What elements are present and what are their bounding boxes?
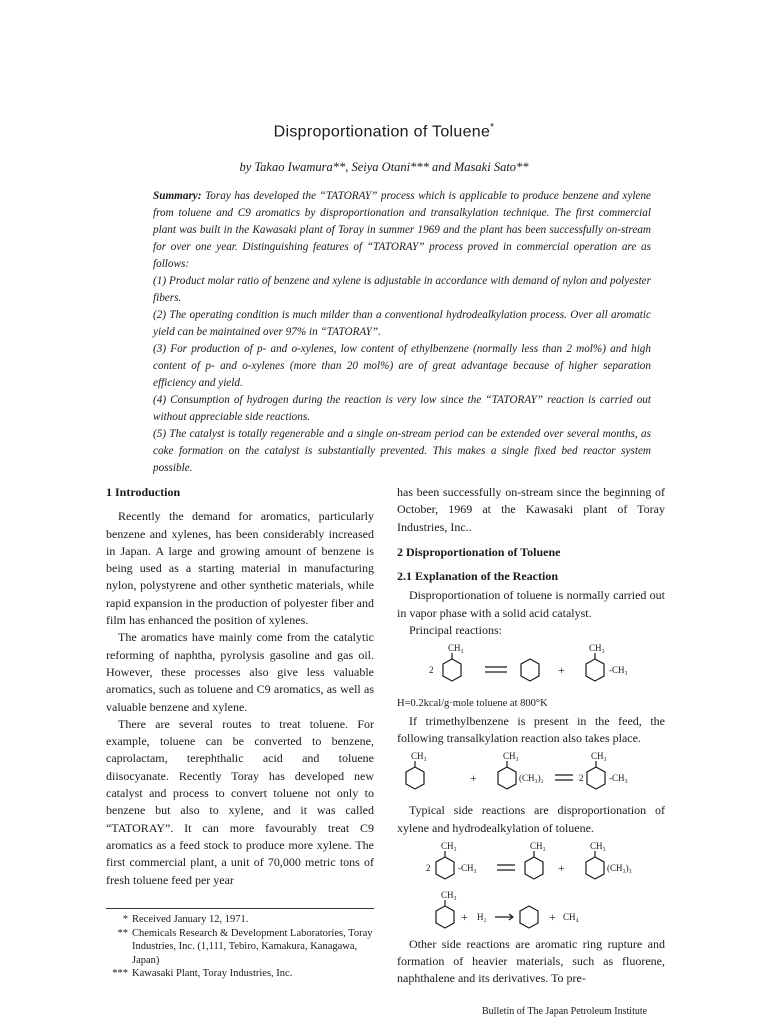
methyl-side-label: -CH₃	[609, 665, 628, 676]
body-paragraph: Other side reactions are aromatic ring rupture and formation of heavier materials, such as fluorene, naphthalene and its derivatives. To pre-	[397, 936, 665, 986]
benzene-ring-icon	[525, 857, 543, 879]
trimethyl-label: (CH₃)₃	[607, 862, 632, 873]
methyl-label: CH₃	[503, 751, 519, 762]
methyl-label: CH₃	[411, 751, 427, 762]
coefficient-label: 2	[426, 862, 431, 873]
coefficient-label: 2	[579, 773, 584, 784]
hydrogen-label: H₂	[477, 911, 487, 922]
body-paragraph: Typical side reactions are disproportionation of xylene and hydrodealkylation of toluene.	[397, 803, 665, 835]
footnote	[106, 913, 374, 927]
body-paragraph: Disproportionation of toluene is normally carried out in vapor phase with a solid acid catalyst.	[397, 588, 665, 620]
paper-title	[0, 122, 768, 141]
plus-sign: +	[470, 771, 477, 786]
plus-sign: +	[461, 909, 468, 924]
footnote	[106, 967, 374, 981]
footnote-mark: ***	[112, 968, 128, 979]
body-paragraph: There are several routes to treat toluene. For example, toluene can be converted to benzene, caprolactam, terephthalic acid and toluene diisocyanate. Recently Toray has developed new catalyst and process to convert toluene not only to benzene but also to xylene, and it was called “TATORAY”. It can more favourably treat C9 aromatics as a feed stock to produce more xylene. The first commercial plant, a unit of 70,000 metric tons of fresh toluene feed per year	[106, 716, 374, 887]
benzene-ring-icon	[436, 857, 454, 879]
methyl-side-label: -CH₃	[609, 773, 628, 784]
summary-intro: Toray has developed the “TATORAY” process which is applicable to produce benzene and xylene from toluene and C9 aromatics by disproportionation and transalkylation technique. The first commercial plant was built in the Kawasaki plant of Toray in summer 1969 and the plant has been successfully on-stream for over one year. Distinguishing features of “TATORAY” process proved in commercial operation are as follows:	[153, 190, 651, 270]
methyl-label: CH₃	[591, 751, 607, 762]
footnote	[106, 927, 374, 968]
reaction-enthalpy-caption: H=0.2kcal/g·mole toluene at 800°K	[397, 698, 548, 710]
methyl-label: CH₃	[448, 643, 464, 654]
dimethyl-label: (CH₃)₂	[519, 773, 544, 784]
benzene-ring-icon	[436, 906, 454, 928]
methane-label: CH₄	[563, 911, 579, 922]
section-heading-disproportionation: 2 Disproportionation of Toluene	[397, 544, 561, 559]
reaction-scheme-principal	[397, 642, 665, 692]
benzene-ring-icon	[586, 659, 604, 681]
summary-item: (1) Product molar ratio of benzene and xylene is adjustable in accordance with demand of nylon and polyester fibers.	[153, 275, 651, 304]
plus-sign: +	[558, 860, 565, 875]
section-heading-introduction: 1 Introduction	[106, 485, 181, 499]
methyl-label: CH₃	[589, 643, 605, 654]
body-paragraph-continuation: has been successfully on-stream since the beginning of October, 1969 at the Kawasaki plant of Toray Industries, Inc..	[397, 485, 665, 534]
methyl-label: CH₃	[441, 889, 457, 900]
footnote-mark: *	[122, 914, 128, 925]
author-line: by Takao Iwamura**, Seiya Otani*** and Masaki Sato**	[239, 160, 529, 174]
footnotes	[106, 908, 374, 981]
coefficient-label: 2	[429, 665, 434, 676]
footnote-rule	[106, 908, 374, 909]
running-footer: Bulletin of The Japan Petroleum Institute	[482, 1006, 648, 1017]
body-paragraph: If trimethylbenzene is present in the feed, the following transalkylation reaction also takes place.	[397, 713, 665, 745]
footnote-mark: **	[117, 927, 128, 939]
benzene-ring-icon	[443, 659, 461, 681]
reaction-scheme-xylene	[397, 840, 665, 886]
benzene-ring-icon	[520, 906, 538, 928]
plus-sign: +	[558, 663, 565, 678]
methyl-label: CH₃	[441, 840, 457, 851]
body-paragraph: Principal reactions:	[409, 623, 502, 638]
methyl-label: CH₃	[530, 840, 546, 851]
summary-item: (5) The catalyst is totally regenerable and a single on-stream period can be extended over several months, as coke formation on the catalyst is substantially prevented. This makes a single fixed bed reactor system possible.	[153, 428, 651, 474]
plus-sign: +	[549, 909, 556, 924]
body-paragraph: The aromatics have mainly come from the catalytic reforming of naphtha, pyrolysis gasoline and gas oil. However, these processes also give less valuable aromatics, such as toluene and C9 aromatics, as well as valuable benzene and xylene.	[106, 630, 374, 714]
right-column	[397, 484, 665, 988]
summary-lead: Summary:	[153, 190, 202, 202]
benzene-ring-icon	[586, 857, 604, 879]
benzene-ring-icon	[587, 767, 605, 789]
benzene-ring-icon	[521, 659, 539, 681]
footnote-text: Kawasaki Plant, Toray Industries, Inc.	[132, 968, 293, 979]
reaction-scheme-transalkylation	[397, 750, 665, 798]
summary-item: (4) Consumption of hydrogen during the reaction is very low since the “TATORAY” reaction is carried out without appreciable side reactions.	[153, 394, 651, 423]
footnote-text: Received January 12, 1971.	[132, 914, 249, 925]
summary-block	[153, 188, 651, 477]
benzene-ring-icon	[406, 767, 424, 789]
reaction-scheme-hydrodealkylation	[397, 889, 665, 933]
benzene-ring-icon	[498, 767, 516, 789]
methyl-side-label: -CH₃	[458, 862, 477, 873]
footnote-text: Chemicals Research & Development Laboratories, Toray Industries, Inc. (1,111, Tebiro, Kamakura, Kanagawa, Japan)	[132, 927, 373, 966]
methyl-label: CH₃	[590, 840, 606, 851]
summary-item: (2) The operating condition is much milder than a conventional hydrodealkylation process. Over all aromatic yield can be maintained over 97% in “TATORAY”.	[153, 309, 651, 338]
summary-item: (3) For production of p- and o-xylenes, low content of ethylbenzene (normally less than 2 mol%) and high content of p- and o-xylenes (more than 20 mol%) are of great advantage because of higher separation efficiency and yield.	[153, 343, 651, 389]
left-column	[106, 484, 374, 889]
body-paragraph: Recently the demand for aromatics, particularly benzene and xylenes, has been considerably increased in Japan. A large and growing amount of benzene is being used as a starting material in manufacturing nylon, polystyrene and other synthetic materials, while rapid expansion in the production of polyester fiber and film has enhanced the position of xylenes.	[106, 509, 374, 628]
title-text: Disproportionation of Toluene	[273, 123, 491, 141]
title-footnote-mark: *	[490, 122, 495, 133]
subsection-heading: 2.1 Explanation of the Reaction	[397, 569, 559, 584]
